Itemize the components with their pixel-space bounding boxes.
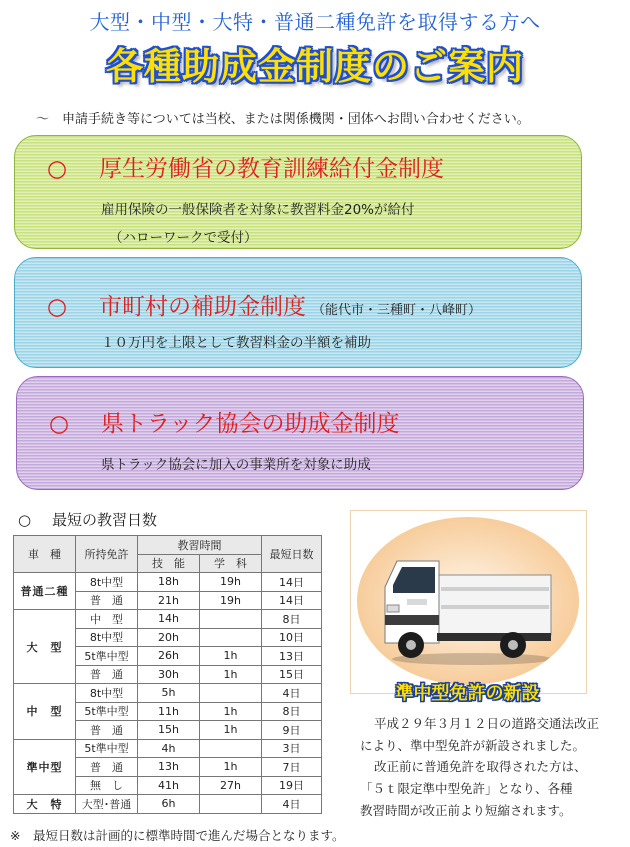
truck-photo-frame [350, 510, 587, 694]
photo-oval [357, 517, 579, 685]
days-cell: 14日 [262, 591, 322, 610]
days-cell: 10日 [262, 628, 322, 647]
footnote: ※ 最短日数は計画的に標準時間で進んだ場合となります。 [10, 828, 345, 843]
table-row [14, 684, 322, 703]
theory-cell: 1h [200, 647, 262, 666]
held-cell: 中 型 [76, 610, 138, 629]
panel-title-row [49, 405, 400, 438]
panel-title-extra: （能代市・三種町・八峰町） [312, 303, 482, 318]
truck-icon [377, 547, 557, 667]
table-row [14, 573, 322, 592]
circle-mark: ○ [47, 156, 68, 182]
new-license-line: により、準中型免許が新設されました。 [360, 738, 586, 753]
skill-cell: 20h [138, 628, 200, 647]
days-cell: 8日 [262, 610, 322, 629]
panel-title: 市町村の補助金制度 [99, 294, 306, 320]
theory-cell [200, 610, 262, 629]
skill-cell: 14h [138, 610, 200, 629]
theory-cell: 1h [200, 665, 262, 684]
vehicle-type-cell: 大 型 [14, 610, 76, 684]
panel-line: 雇用保険の一般保険者を対象に教習料金20%が給付 [101, 202, 415, 218]
days-cell: 9日 [262, 721, 322, 740]
theory-cell [200, 739, 262, 758]
circle-mark: ○ [18, 511, 32, 529]
days-cell: 13日 [262, 647, 322, 666]
new-license-line: 改正前に普通免許を取得された方は、 [374, 759, 587, 774]
held-cell: 普 通 [76, 721, 138, 740]
notice-text: ～ 申請手続き等については当校、または関係機関・団体へお問い合わせください。 [36, 112, 530, 127]
days-heading-text: 最短の教習日数 [52, 511, 158, 529]
panel-education-benefit [14, 135, 582, 249]
days-heading [18, 509, 157, 530]
circle-mark: ○ [47, 294, 68, 320]
skill-cell: 30h [138, 665, 200, 684]
skill-cell: 41h [138, 776, 200, 795]
theory-cell: 1h [200, 702, 262, 721]
skill-cell: 6h [138, 795, 200, 814]
panel-title: 県トラック協会の助成金制度 [101, 411, 400, 437]
days-cell: 15日 [262, 665, 322, 684]
held-cell: 大型･普通 [76, 795, 138, 814]
theory-cell: 1h [200, 721, 262, 740]
theory-cell [200, 795, 262, 814]
new-license-line: 教習時間が改正前より短縮されます。 [360, 803, 572, 818]
theory-cell: 27h [200, 776, 262, 795]
panel-title-row [47, 288, 481, 321]
days-cell: 4日 [262, 684, 322, 703]
vehicle-type-cell: 中 型 [14, 684, 76, 740]
header-theory: 学 科 [200, 554, 262, 573]
panel-title-row [47, 150, 444, 183]
held-cell: 8t中型 [76, 684, 138, 703]
panel-line: 県トラック協会に加入の事業所を対象に助成 [101, 457, 371, 473]
circle-mark: ○ [49, 411, 70, 437]
held-cell: 無 し [76, 776, 138, 795]
held-cell: 5t準中型 [76, 739, 138, 758]
days-cell: 14日 [262, 573, 322, 592]
days-table [13, 535, 322, 814]
theory-cell [200, 684, 262, 703]
theory-cell [200, 628, 262, 647]
skill-cell: 13h [138, 758, 200, 777]
panel-truck-association [16, 376, 584, 490]
days-cell: 7日 [262, 758, 322, 777]
subtitle: 大型・中型・大特・普通二種免許を取得する方へ [89, 10, 541, 34]
vehicle-type-cell: 普通二種 [14, 573, 76, 610]
header-skill: 技 能 [138, 554, 200, 573]
header-held: 所持免許 [76, 536, 138, 573]
theory-cell: 19h [200, 573, 262, 592]
days-cell: 4日 [262, 795, 322, 814]
header-type: 車 種 [14, 536, 76, 573]
held-cell: 8t中型 [76, 628, 138, 647]
panel-title: 厚生労働省の教育訓練給付金制度 [99, 156, 444, 182]
held-cell: 普 通 [76, 758, 138, 777]
held-cell: 普 通 [76, 591, 138, 610]
vehicle-type-cell: 大 特 [14, 795, 76, 814]
held-cell: 5t準中型 [76, 647, 138, 666]
main-title: 各種助成金制度のご案内 [106, 45, 524, 88]
days-cell: 3日 [262, 739, 322, 758]
skill-cell: 21h [138, 591, 200, 610]
new-license-line: 「５ｔ限定準中型免許」となり、各種 [360, 781, 573, 796]
panel-line: １０万円を上限として教習料金の半額を補助 [101, 335, 371, 351]
new-license-title: 準中型免許の新設 [395, 683, 540, 704]
panel-line: （ハローワークで受付） [109, 230, 258, 246]
new-license-line: 平成２９年３月１２日の道路交通法改正 [374, 716, 600, 731]
table-row [14, 610, 322, 629]
skill-cell: 26h [138, 647, 200, 666]
theory-cell: 19h [200, 591, 262, 610]
held-cell: 8t中型 [76, 573, 138, 592]
held-cell: 普 通 [76, 665, 138, 684]
skill-cell: 5h [138, 684, 200, 703]
skill-cell: 18h [138, 573, 200, 592]
panel-municipal-subsidy [14, 257, 582, 368]
skill-cell: 15h [138, 721, 200, 740]
header-min-days: 最短日数 [262, 536, 322, 573]
theory-cell: 1h [200, 758, 262, 777]
skill-cell: 11h [138, 702, 200, 721]
table-row [14, 795, 322, 814]
days-cell: 8日 [262, 702, 322, 721]
held-cell: 5t準中型 [76, 702, 138, 721]
table-row [14, 739, 322, 758]
days-cell: 19日 [262, 776, 322, 795]
header-hours: 教習時間 [138, 536, 262, 555]
skill-cell: 4h [138, 739, 200, 758]
vehicle-type-cell: 準中型 [14, 739, 76, 795]
